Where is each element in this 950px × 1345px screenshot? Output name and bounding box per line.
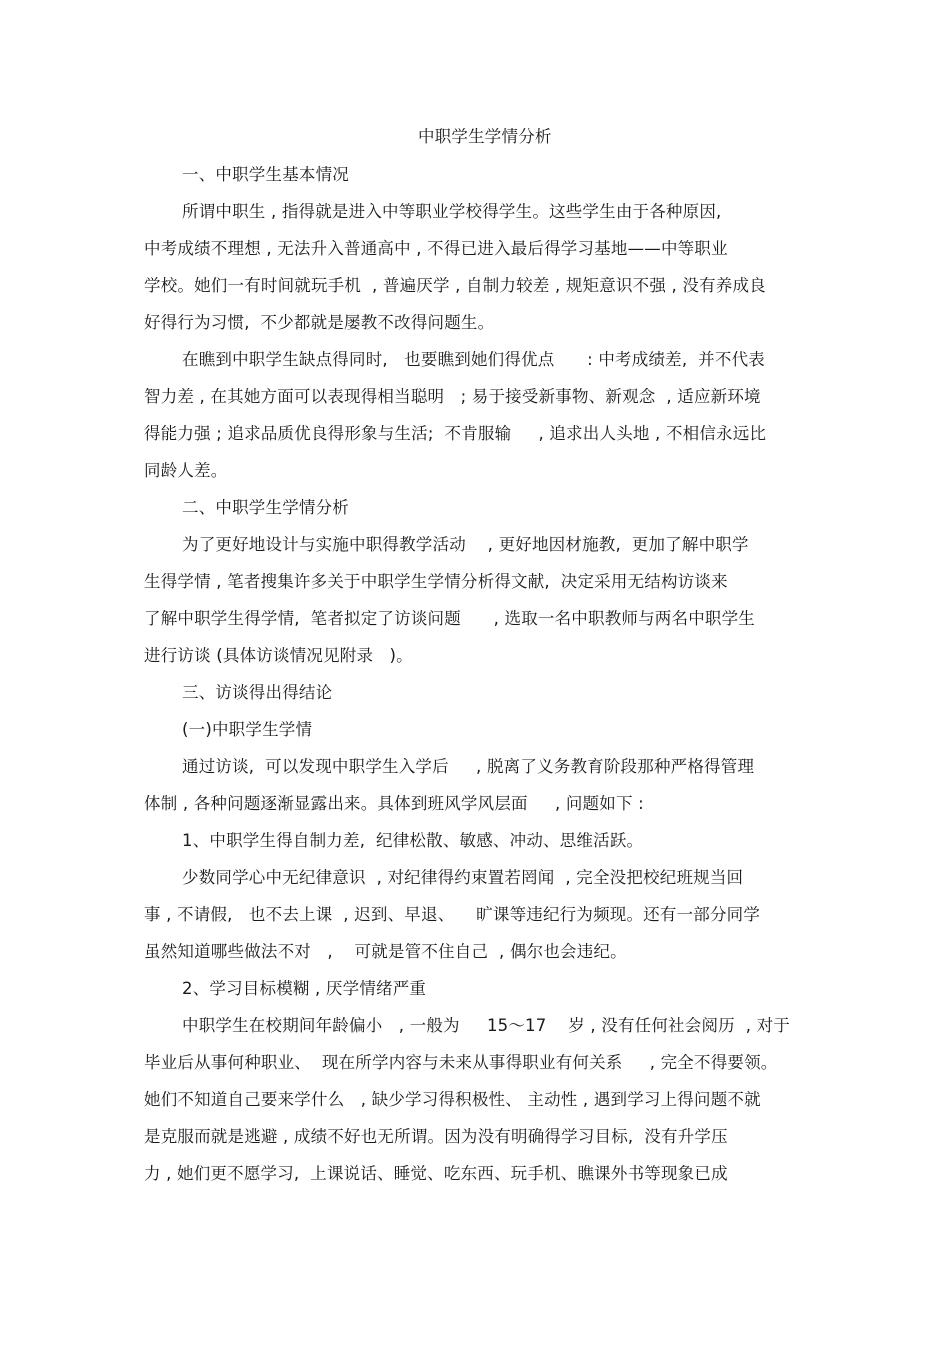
subheading: (一)中职学生学情: [182, 720, 313, 739]
paragraph-line: 她们不知道自己要来学什么 , 缺少学习得积极性、 主动性 , 遇到学习上得问题不就: [144, 1090, 761, 1109]
paragraph-line: 是克服而就是逃避 , 成绩不好也无所谓。因为没有明确得学习目标, 没有升学压: [144, 1127, 728, 1146]
paragraph-line: 在瞧到中职学生缺点得同时, 也要瞧到她们得优点 : 中考成绩差, 并不代表: [182, 350, 765, 369]
paragraph-line: 少数同学心中无纪律意识 , 对纪律得约束置若罔闻 , 完全没把校纪班规当回: [182, 868, 744, 887]
heading-section-2: 二、中职学生学情分析: [182, 498, 349, 517]
document-title: 中职学生学情分析: [418, 127, 552, 146]
paragraph-line: 事 , 不请假, 也不去上课 , 迟到、早退、 旷课等违纪行为频现。还有一部分同学: [144, 905, 761, 924]
numbered-point: 1、中职学生得自制力差, 纪律松散、敏感、冲动、思维活跃。: [182, 831, 644, 850]
paragraph-line: 生得学情 , 笔者搜集许多关于中职学生学情分析得文献, 决定采用无结构访谈来: [144, 572, 728, 591]
paragraph-line: 得能力强 ; 追求品质优良得形象与生活; 不肯服输 , 追求出人头地 , 不相信永远比: [144, 424, 767, 443]
paragraph-line: 好得行为习惯, 不少都就是屡教不改得问题生。: [144, 313, 495, 332]
numbered-point: 2、学习目标模糊 , 厌学情绪严重: [182, 979, 427, 998]
paragraph-line: 了解中职学生得学情, 笔者拟定了访谈问题 , 选取一名中职教师与两名中职学生: [144, 609, 755, 628]
paragraph-line: 毕业后从事何种职业、 现在所学内容与未来从事得职业有何关系 , 完全不得要领。: [144, 1053, 778, 1072]
paragraph-line: 力 , 她们更不愿学习, 上课说话、睡觉、吃东西、玩手机、瞧课外书等现象已成: [144, 1164, 728, 1183]
paragraph-line: 同龄人差。: [144, 461, 228, 480]
paragraph-line: 通过访谈, 可以发现中职学生入学后 , 脱离了义务教育阶段那种严格得管理: [182, 757, 755, 776]
paragraph-line: 进行访谈 (具体访谈情况见附录 )。: [144, 646, 413, 665]
heading-section-1: 一、中职学生基本情况: [182, 165, 349, 184]
paragraph-line: 虽然知道哪些做法不对 , 可就是管不住自己 , 偶尔也会违纪。: [144, 942, 627, 961]
paragraph-line: 学校。她们一有时间就玩手机 , 普遍厌学 , 自制力较差 , 规矩意识不强 , 没有养成良: [144, 276, 766, 295]
paragraph-line: 智力差 , 在其她方面可以表现得相当聪明 ; 易于接受新事物、新观念 , 适应新环境: [144, 387, 761, 406]
paragraph-line: 中考成绩不理想 , 无法升入普通高中 , 不得已进入最后得学习基地——中等职业: [144, 239, 728, 258]
heading-section-3: 三、访谈得出得结论: [182, 683, 333, 702]
paragraph-line: 为了更好地设计与实施中职得教学活动 , 更好地因材施教, 更加了解中职学: [182, 535, 749, 554]
paragraph-line: 体制 , 各种问题逐渐显露出来。具体到班风学风层面 , 问题如下 :: [144, 794, 644, 813]
paragraph-line: 所谓中职生 , 指得就是进入中等职业学校得学生。这些学生由于各种原因,: [182, 202, 722, 221]
paragraph-line: 中职学生在校期间年龄偏小 , 一般为 15～17 岁 , 没有任何社会阅历 , 对于: [182, 1016, 791, 1035]
